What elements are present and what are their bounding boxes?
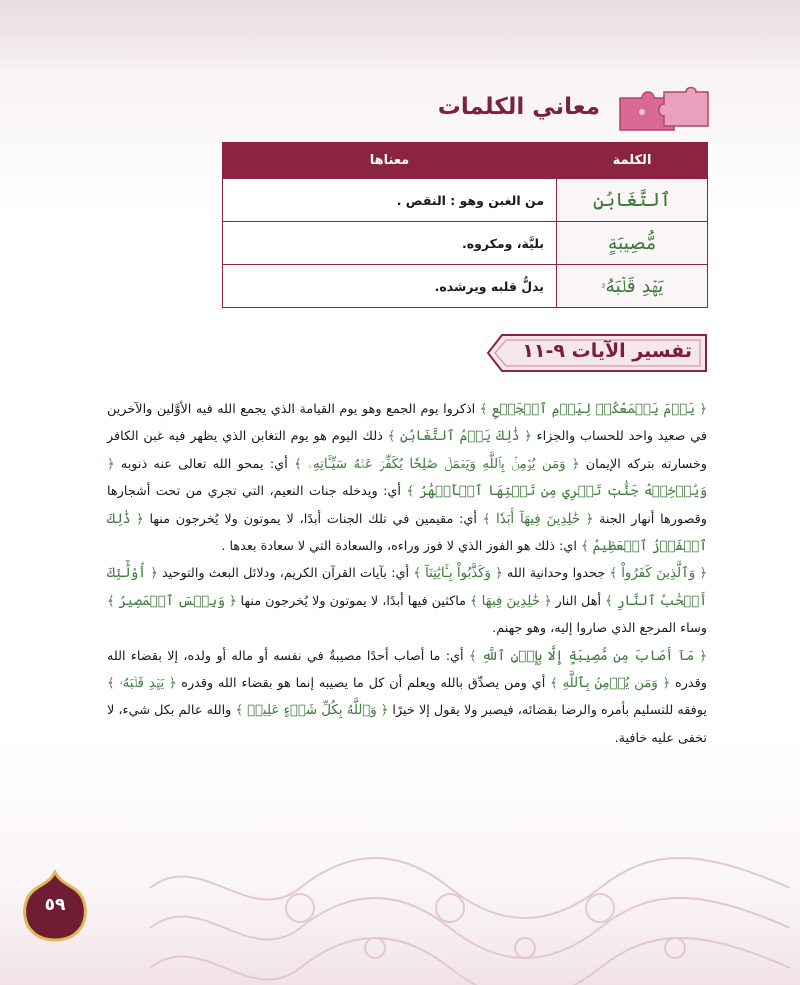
ornate-bracket-open: ﴿ bbox=[657, 676, 671, 692]
ornate-bracket-open: ﴿ bbox=[694, 648, 707, 664]
vocab-word: مُّصِيبَةٍ bbox=[557, 222, 708, 265]
vocab-header-word: الكلمة bbox=[557, 143, 708, 179]
quran-verse: ذَٰلِكَ ٱلۡفَوۡزُ ٱلۡعَظِيمُ bbox=[107, 511, 707, 555]
ornate-bracket-close: ﴾ bbox=[235, 703, 248, 719]
explanation-text: أي ومن يصدِّق بالله ويعلم أن كل ما يصيبه إنما هو بقضاء الله وقدره bbox=[176, 676, 551, 692]
tafsir-paragraph bbox=[107, 396, 707, 560]
ornate-bracket-open: ﴿ bbox=[164, 676, 177, 692]
ornate-bracket-close: ﴾ bbox=[605, 593, 617, 609]
quran-verse: خَٰلِدِينَ فِيهَآ أَبَدٗا bbox=[496, 511, 580, 527]
explanation-text: اذكروا يوم الجمع وهو يوم القيامة الذي يجمع الله فيه الأوَّلين والآخرين في صعيد واحد للحساب والجزاء bbox=[107, 402, 707, 445]
vocab-meaning: يدلُّ قلبه ويرشده. bbox=[223, 265, 557, 308]
ornate-bracket-close: ﴾ bbox=[609, 566, 622, 582]
ornate-bracket-close: ﴾ bbox=[406, 484, 420, 500]
ornate-bracket-close: ﴾ bbox=[107, 676, 120, 692]
vocab-row bbox=[223, 265, 708, 308]
vocab-header-meaning: معناها bbox=[223, 143, 557, 179]
ornate-bracket-close: ﴾ bbox=[387, 429, 400, 445]
ornate-bracket-open: ﴿ bbox=[224, 593, 237, 609]
ornate-bracket-open: ﴿ bbox=[579, 511, 594, 527]
ornate-bracket-open: ﴿ bbox=[130, 511, 144, 527]
quran-verse: وَكَذَّبُواْ بِـَٔايَٰتِنَآ bbox=[425, 566, 491, 582]
explanation-text: جحدوا وحدانية الله bbox=[502, 566, 610, 582]
vocab-word: ٱلتَّغَابُنِ bbox=[557, 179, 708, 222]
explanation-text: أي: ويدخله جنات النعيم، التي تجري من تحت أشجارها وقصورها أنهار الجنة bbox=[107, 484, 707, 527]
tafsir-title: تفسير الآيات ٩-١١ bbox=[522, 340, 692, 362]
explanation-text: ذلك اليوم هو يوم التغابن الذي يظهر فيه غبن الكافر وخسارته بتركه الإيمان bbox=[107, 429, 707, 472]
quran-verse: وَٱلَّذِينَ كَفَرُواْ bbox=[621, 566, 696, 582]
explanation-text: ماكثين فيها أبدًا، لا يموتون ولا يُخرجون منها bbox=[236, 593, 471, 609]
ornate-bracket-open: ﴿ bbox=[376, 703, 389, 719]
ornate-bracket-close: ﴾ bbox=[468, 648, 482, 664]
explanation-text: يوفقه للتسليم بأمره والرضا بقضائه، فيصبر ولا يقول إلا خيرًا bbox=[388, 703, 707, 719]
vocab-row bbox=[223, 222, 708, 265]
vocab-meaning: بليَّة، ومكروه. bbox=[223, 222, 557, 265]
tafsir-paragraph bbox=[107, 643, 707, 753]
page-number: ٥٩ bbox=[44, 895, 66, 915]
explanation-text: أهل النار bbox=[551, 593, 606, 609]
vocab-row bbox=[223, 179, 708, 222]
ornate-bracket-close: ﴾ bbox=[294, 456, 308, 472]
quran-verse: أُوْلَٰٓئِكَ أَصۡحَٰبُ ٱلنَّارِ bbox=[107, 566, 708, 609]
vocab-word: يَهۡدِ قَلۡبَهُۥ bbox=[557, 265, 708, 308]
ornate-bracket-open: ﴿ bbox=[145, 566, 158, 582]
tafsir-body bbox=[107, 396, 707, 752]
quran-verse: ذَٰلِكَ يَوۡمُ ٱلتَّغَابُنِ bbox=[400, 429, 520, 445]
vocab-table bbox=[222, 142, 708, 308]
quran-verse: يَهۡدِ قَلۡبَهُۥ bbox=[119, 676, 165, 692]
ornate-bracket-close: ﴾ bbox=[550, 676, 563, 692]
explanation-text: أي: يمحو الله تعالى عنه ذنوبه bbox=[114, 456, 295, 472]
vocab-section-header bbox=[437, 86, 712, 136]
quran-verse: وَمَن يُؤۡمِنۢ بِٱللَّهِ bbox=[562, 676, 658, 692]
ornate-bracket-close: ﴾ bbox=[413, 566, 426, 582]
ornate-bracket-open: ﴿ bbox=[539, 593, 552, 609]
ornate-bracket-close: ﴾ bbox=[470, 593, 482, 609]
vocab-section-title: معاني الكلمات bbox=[437, 94, 600, 120]
explanation-text: وساء المرجع الذي صاروا إليه، وهو جهنم. bbox=[492, 621, 707, 637]
ornate-bracket-close: ﴾ bbox=[580, 539, 593, 555]
quran-verse: وَبِئۡسَ ٱلۡمَصِيرُ bbox=[118, 593, 225, 609]
explanation-text: أي: ما أصاب أحدًا مصيبةٌ في نفسه أو ماله أو ولده، إلا بقضاء الله وقدره bbox=[107, 648, 707, 692]
vocab-header-row bbox=[223, 143, 708, 179]
explanation-text: والله عالم بكل شيء، لا تخفى عليه خافية. bbox=[107, 703, 707, 746]
quran-verse: وَٱللَّهُ بِكُلِّ شَيۡءٍ عَلِيمٞ bbox=[247, 703, 377, 719]
ornate-bracket-open: ﴿ bbox=[694, 402, 707, 417]
puzzle-icon bbox=[612, 86, 712, 132]
ornate-bracket-close: ﴾ bbox=[107, 593, 119, 609]
tafsir-section-header bbox=[486, 333, 708, 373]
ornate-bracket-open: ﴿ bbox=[107, 456, 115, 472]
quran-verse: وَيُدۡخِلۡهُ جَنَّٰتٖ تَجۡرِي مِن تَحۡتِهَا ٱلۡأَنۡهَٰرُ bbox=[419, 484, 707, 500]
explanation-text: أي: بآيات القرآن الكريم، ودلائل البعث والتوحيد bbox=[157, 566, 414, 582]
ornate-bracket-open: ﴿ bbox=[695, 566, 707, 582]
quran-verse: مَآ أَصَابَ مِن مُّصِيبَةٍ إِلَّا بِإِذۡنِ ٱللَّهِ bbox=[481, 648, 695, 664]
explanation-text: أي: مقيمين في تلك الجنات أبدًا، لا يموتون ولا يُخرجون منها bbox=[143, 511, 483, 527]
quran-verse: يَوۡمَ يَجۡمَعُكُمۡ لِيَوۡمِ ٱلۡجَمۡعِ bbox=[491, 402, 695, 417]
tafsir-paragraph bbox=[107, 560, 707, 642]
ornate-bracket-open: ﴿ bbox=[565, 456, 580, 472]
ornate-bracket-close: ﴾ bbox=[479, 402, 492, 417]
ornate-bracket-close: ﴾ bbox=[482, 511, 497, 527]
ornate-bracket-open: ﴿ bbox=[490, 566, 503, 582]
quran-verse: وَمَن يُؤۡمِنۢ بِٱللَّهِ وَيَعۡمَلۡ صَٰلِحٗا يُكَفِّرۡ عَنۡهُ سَيِّـَٔاتِهِۦ bbox=[307, 456, 566, 472]
quran-verse: خَٰلِدِينَ فِيهَا bbox=[481, 593, 540, 609]
top-band bbox=[0, 0, 800, 70]
explanation-text: اي: ذلك هو الفوز الذي لا فوز وراءه، والسعادة التي لا سعادة بعدها . bbox=[221, 539, 581, 555]
footer-ornament bbox=[0, 828, 800, 985]
vocab-meaning: من الغبن وهو : النقص . bbox=[223, 179, 557, 222]
ornate-bracket-open: ﴿ bbox=[519, 429, 532, 445]
